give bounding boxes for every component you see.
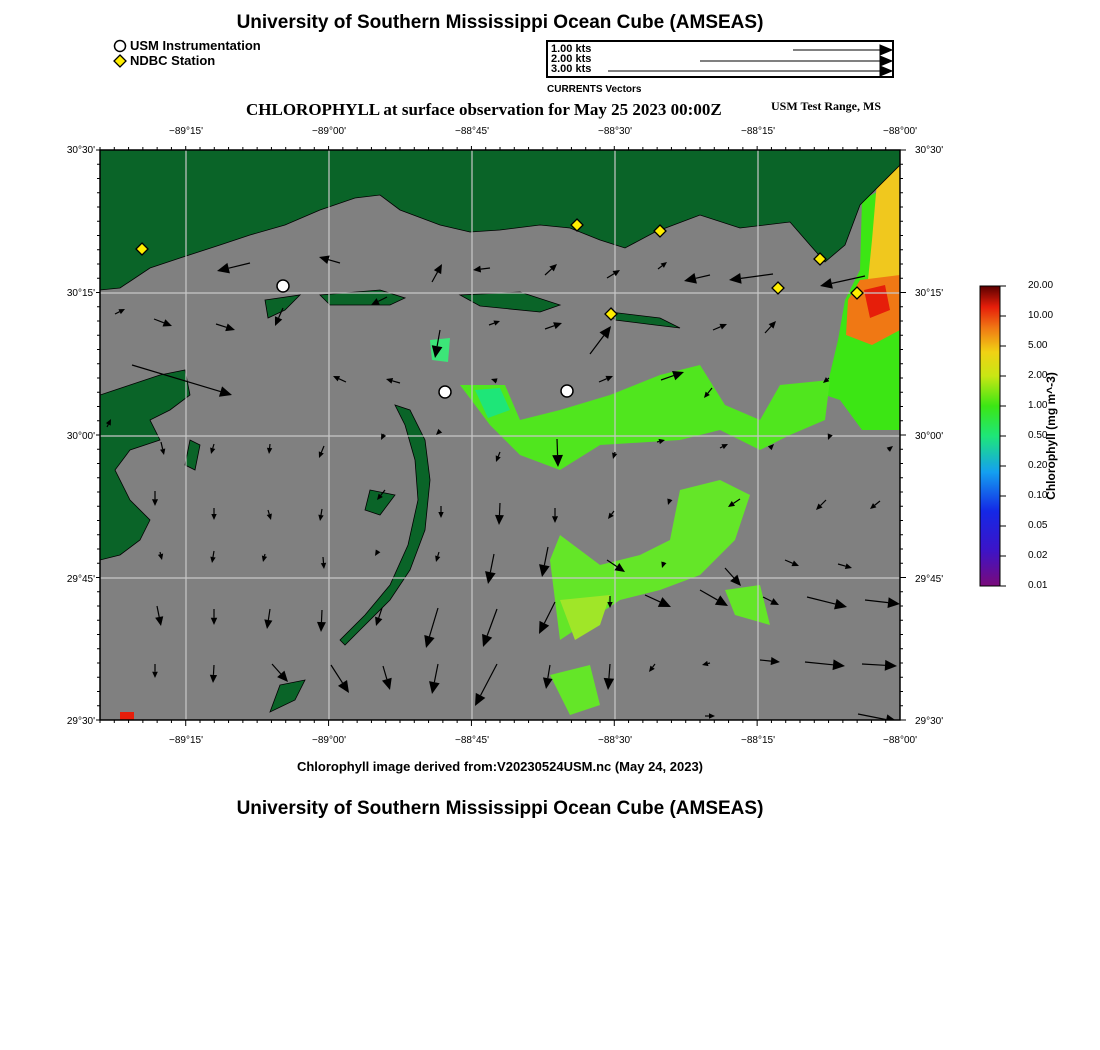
lat-label-left: 29°45' xyxy=(66,574,95,585)
lon-label-top: −88°45' xyxy=(455,126,489,137)
lat-label-left: 30°15' xyxy=(66,288,95,299)
vector-key-title: CURRENTS Vectors xyxy=(547,84,642,95)
usm-station-marker xyxy=(561,385,573,397)
usm-station-marker xyxy=(439,386,451,398)
key-arrow-2-head xyxy=(880,56,892,66)
lon-label-bottom: −88°45' xyxy=(455,735,489,746)
lon-label-bottom: −89°00' xyxy=(312,735,346,746)
lon-label-top: −88°00' xyxy=(883,126,917,137)
lon-label-bottom: −88°15' xyxy=(741,735,775,746)
vector-key-box xyxy=(546,40,894,78)
colorbar-tick-label: 10.00 xyxy=(1028,310,1054,321)
colorbar-label: Chlorophyll (mg m^-3) xyxy=(1044,372,1058,500)
colorbar-tick-label: 5.00 xyxy=(1028,340,1048,351)
colorbar-tick-label: 0.50 xyxy=(1028,430,1048,441)
colorbar-ticks xyxy=(1000,286,1006,586)
colorbar xyxy=(975,280,1025,592)
vector-key-label: 2.00 kts xyxy=(551,53,592,65)
lat-label-right: 30°00' xyxy=(915,431,944,442)
range-label: USM Test Range, MS xyxy=(771,99,882,113)
key-arrow-3-head xyxy=(880,66,892,76)
key-arrow-1-head xyxy=(880,45,892,55)
lon-label-top: −89°15' xyxy=(169,126,203,137)
lat-label-right: 29°45' xyxy=(915,574,944,585)
vector-key-label: 3.00 kts xyxy=(551,63,592,75)
lat-label-right: 30°30' xyxy=(915,145,944,156)
colorbar-tick-label: 1.00 xyxy=(1028,400,1048,411)
colorbar-tick-label: 0.01 xyxy=(1028,580,1048,591)
chl-patch-sw xyxy=(120,712,134,720)
colorbar-tick-label: 0.05 xyxy=(1028,520,1048,531)
map-area xyxy=(96,146,908,726)
lat-label-left: 30°00' xyxy=(66,431,95,442)
colorbar-tick-label: 0.10 xyxy=(1028,490,1048,501)
usm-station-marker xyxy=(277,280,289,292)
usm-circle-icon xyxy=(113,39,127,53)
colorbar-tick-label: 0.20 xyxy=(1028,460,1048,471)
lat-label-right: 30°15' xyxy=(915,288,944,299)
colorbar-tick-label: 0.02 xyxy=(1028,550,1048,561)
lon-label-bottom: −88°00' xyxy=(883,735,917,746)
lon-label-bottom: −88°30' xyxy=(598,735,632,746)
vector-key-label: 1.00 kts xyxy=(551,43,592,55)
lat-label-left: 29°30' xyxy=(66,716,95,727)
vector-key-arrows xyxy=(548,42,894,78)
source-caption: Chlorophyll image derived from:V20230524USM.nc (May 24, 2023) xyxy=(296,759,704,774)
colorbar-tick-label: 2.00 xyxy=(1028,370,1048,381)
lon-label-top: −89°00' xyxy=(312,126,346,137)
lat-label-right: 29°30' xyxy=(915,716,944,727)
page-title: University of Southern Mississippi Ocean Cube (AMSEAS) xyxy=(236,12,764,33)
lat-label-left: 30°30' xyxy=(66,145,95,156)
footer-title: University of Southern Mississippi Ocean Cube (AMSEAS) xyxy=(236,798,764,819)
ndbc-diamond-icon xyxy=(113,54,127,68)
legend-ndbc-label: NDBC Station xyxy=(130,53,216,68)
map-subtitle: CHLOROPHYLL at surface observation for May 25 2023 00:00Z xyxy=(246,100,722,119)
legend-usm-label: USM Instrumentation xyxy=(130,38,261,53)
lon-label-bottom: −89°15' xyxy=(169,735,203,746)
legend-ndbc xyxy=(113,53,215,68)
lon-label-top: −88°30' xyxy=(598,126,632,137)
colorbar-gradient xyxy=(980,286,1000,586)
legend-usm xyxy=(113,38,261,53)
colorbar-tick-label: 20.00 xyxy=(1028,280,1054,291)
lon-label-top: −88°15' xyxy=(741,126,775,137)
